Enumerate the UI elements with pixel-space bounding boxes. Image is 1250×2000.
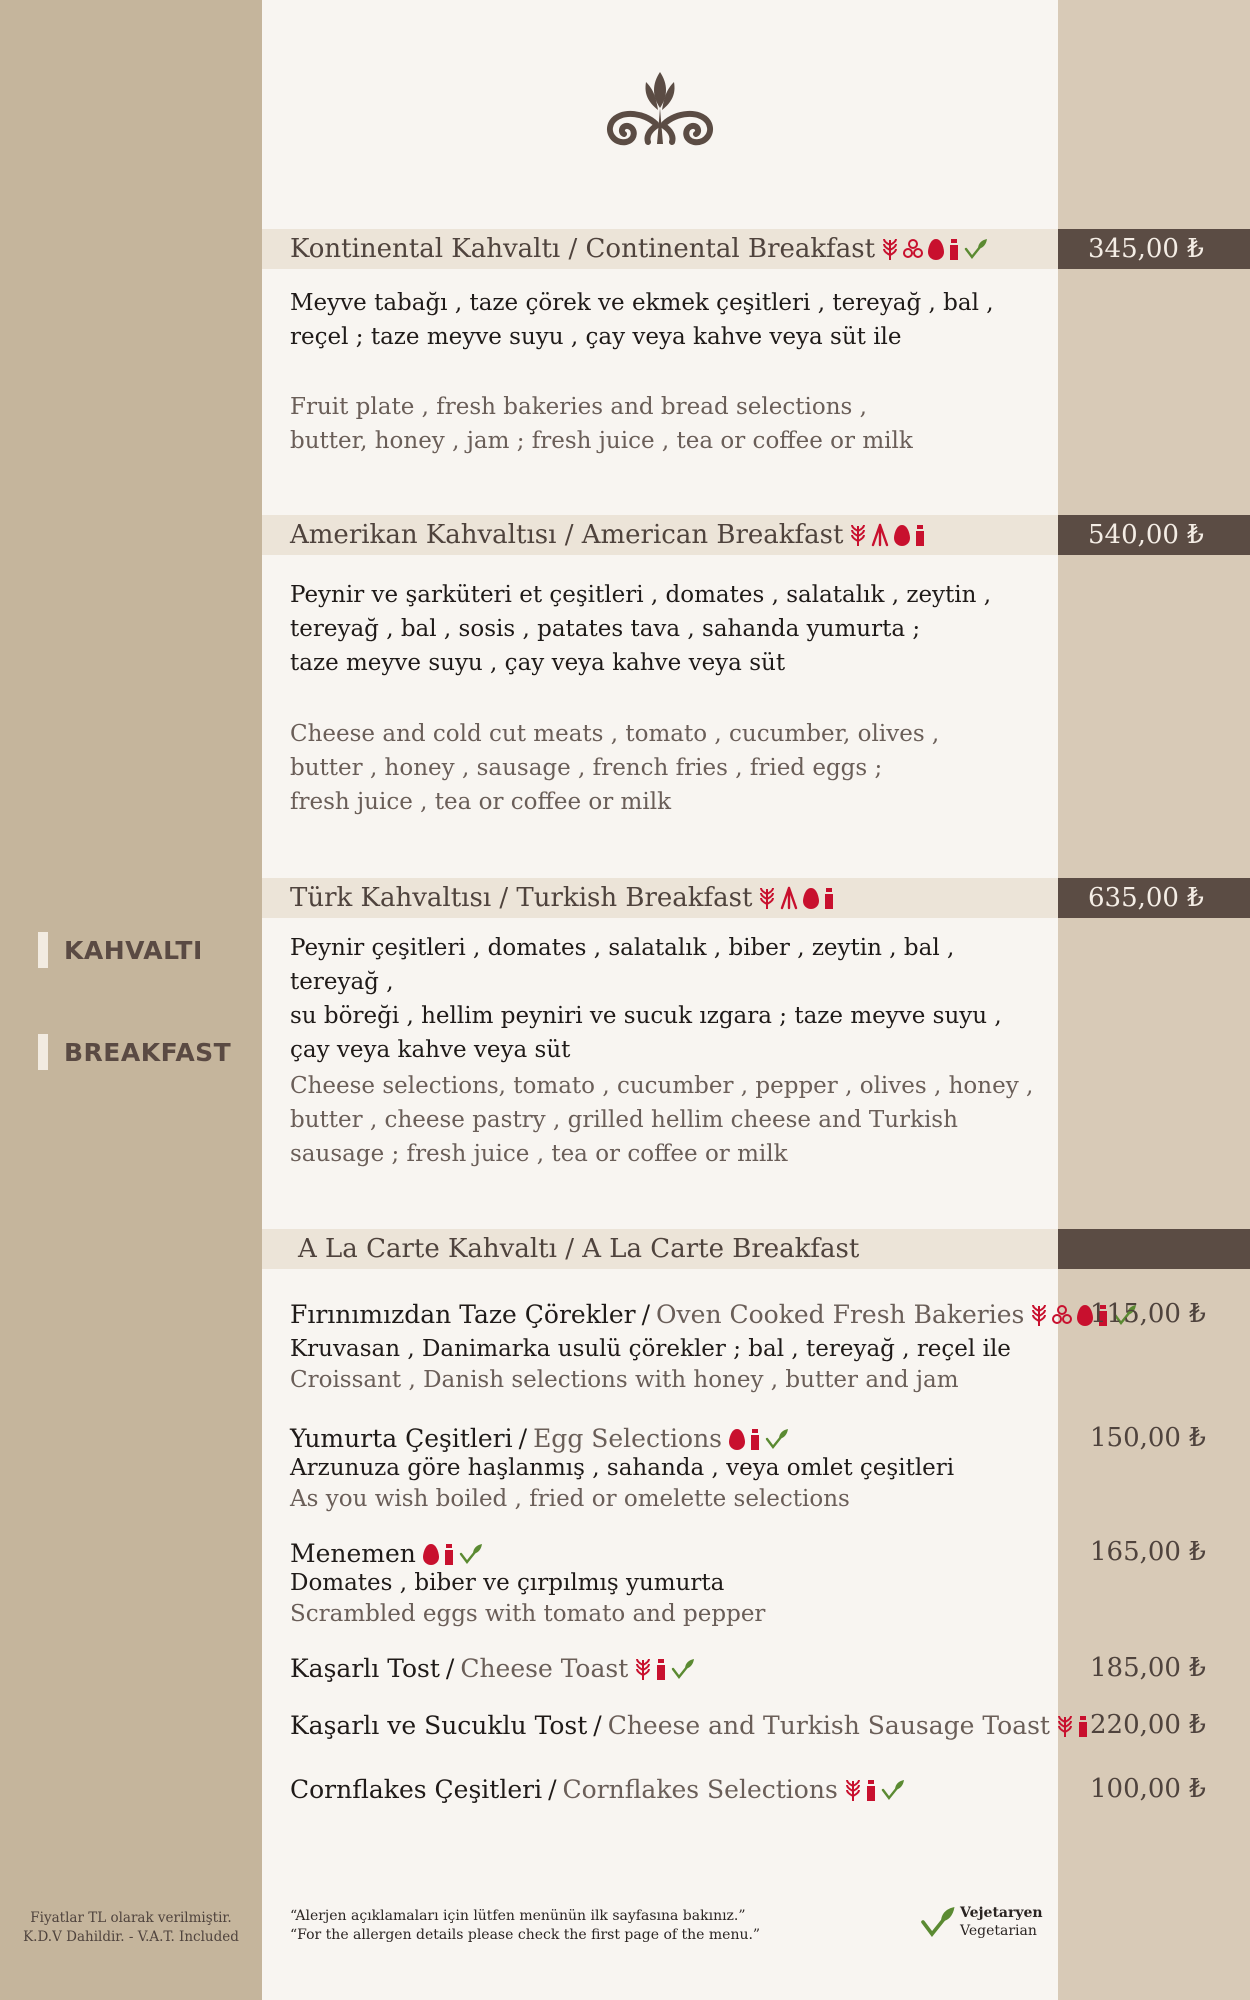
milk-icon [823, 886, 835, 910]
allergen-note-en: “For the allergen details please check the first page of the menu.” [290, 1927, 761, 1943]
gluten-icon [1030, 1303, 1048, 1327]
gluten-icon [634, 1657, 652, 1681]
allergen-icons [634, 1657, 696, 1681]
allergen-icons [1056, 1714, 1089, 1738]
allergen-icons [849, 523, 926, 547]
milk-icon [865, 1778, 877, 1802]
item-cornflakes: Cornflakes Çeşitleri / Cornflakes Selections [290, 1775, 906, 1804]
gluten-icon [1056, 1714, 1074, 1738]
desc-line: sausage ; fresh juice , tea or coffee or milk [290, 1141, 788, 1167]
desc-line: butter, honey , jam ; fresh juice , tea or coffee or milk [290, 428, 913, 454]
vegetarian-label-en: Vegetarian [960, 1923, 1037, 1939]
milk-icon [443, 1542, 455, 1566]
desc-line: tereyağ , bal , sosis , patates tava , sahanda yumurta ; [290, 616, 921, 642]
milk-icon [948, 237, 960, 261]
celery-icon [870, 523, 890, 547]
item-price: 165,00 ₺ [1090, 1537, 1206, 1567]
vegetarian-icon [764, 1427, 790, 1451]
item-price: 115,00 ₺ [1090, 1299, 1206, 1329]
category-label-text: BREAKFAST [64, 1037, 232, 1067]
desc-line: su böreği , hellim peyniri ve sucuk ızgara ; taze meyve suyu , [290, 1003, 1002, 1029]
allergen-note-tr: “Alerjen açıklamaları için lütfen menünün ilk sayfasına bakınız.” [290, 1908, 746, 1924]
item-name-tr: Cornflakes Çeşitleri [290, 1775, 543, 1804]
vegetarian-icon [920, 1904, 956, 1940]
milk-icon [1077, 1714, 1089, 1738]
price-note-vat: K.D.V Dahildir. - V.A.T. Included [23, 1929, 239, 1945]
item-name-en: Egg Selections [533, 1424, 723, 1453]
item-cheese-toast: Kaşarlı Tost / Cheese Toast [290, 1654, 696, 1683]
allergen-icons [422, 1542, 484, 1566]
desc-line: fresh juice , tea or coffee or milk [290, 789, 672, 815]
item-name-tr: Menemen [290, 1539, 416, 1568]
milk-icon [655, 1657, 667, 1681]
nuts-icon [1051, 1304, 1073, 1326]
item-menemen [290, 1539, 484, 1568]
price-turkish: 635,00 ₺ [1058, 878, 1250, 918]
desc-line: Cheese and cold cut meats , tomato , cucumber, olives , [290, 721, 940, 747]
desc-line: Meyve tabağı , taze çörek ve ekmek çeşitleri , tereyağ , bal , [290, 290, 994, 316]
item-price: 185,00 ₺ [1090, 1653, 1206, 1683]
section-title-turkish [290, 878, 835, 918]
nuts-icon [902, 238, 924, 260]
item-name-en: Cheese and Turkish Sausage Toast [607, 1711, 1050, 1740]
section-title-alacarte [298, 1229, 859, 1269]
section-title-continental [290, 229, 989, 269]
allergen-icons [728, 1427, 790, 1451]
egg-icon [927, 237, 945, 261]
desc-line: reçel ; taze meyve suyu , çay veya kahve veya süt ile [290, 324, 902, 350]
item-sausage-toast: Kaşarlı ve Sucuklu Tost / Cheese and Turkish Sausage Toast [290, 1711, 1089, 1740]
item-name-en: Oven Cooked Fresh Bakeries [656, 1300, 1025, 1329]
desc-line: Cheese selections, tomato , cucumber , pepper , olives , honey , [290, 1073, 1034, 1099]
item-price: 150,00 ₺ [1090, 1423, 1206, 1453]
item-desc-tr: Arzunuza göre haşlanmış , sahanda , veya omlet çeşitleri [290, 1455, 955, 1481]
desc-line: çay veya kahve veya süt [290, 1037, 571, 1063]
description-tr [290, 578, 1050, 680]
vegetarian-legend [920, 1904, 1043, 1940]
milk-icon [914, 523, 926, 547]
item-price: 100,00 ₺ [1090, 1774, 1206, 1804]
gluten-icon [881, 237, 899, 261]
item-name-en: Cornflakes Selections [562, 1775, 838, 1804]
vegetarian-icon [670, 1657, 696, 1681]
item-desc-en: Croissant , Danish selections with honey , butter and jam [290, 1367, 959, 1393]
desc-line: taze meyve suyu , çay veya kahve veya süt [290, 650, 786, 676]
description-en [290, 390, 1050, 458]
gluten-icon [849, 523, 867, 547]
description-tr [290, 931, 1050, 1067]
label-bar [38, 932, 48, 968]
egg-icon [728, 1427, 746, 1451]
desc-line: butter , cheese pastry , grilled hellim cheese and Turkish [290, 1107, 958, 1133]
vegetarian-icon [458, 1542, 484, 1566]
allergen-icons [758, 886, 835, 910]
section-title-american [290, 515, 926, 555]
price-american: 540,00 ₺ [1058, 515, 1250, 555]
item-desc-en: As you wish boiled , fried or omelette selections [290, 1486, 850, 1512]
section-title-text: A La Carte Kahvaltı / A La Carte Breakfast [298, 1234, 860, 1264]
left-sidebar [0, 0, 262, 2000]
item-name-tr: Fırınımızdan Taze Çörekler [290, 1300, 636, 1329]
vegetarian-label-tr: Vejetaryen [960, 1905, 1043, 1921]
egg-icon [422, 1542, 440, 1566]
price-band-empty [1058, 1229, 1250, 1269]
item-desc-en: Scrambled eggs with tomato and pepper [290, 1601, 766, 1627]
item-price: 220,00 ₺ [1090, 1710, 1206, 1740]
item-name-tr: Yumurta Çeşitleri [290, 1424, 513, 1453]
category-label-text: KAHVALTI [64, 935, 203, 965]
item-desc-tr: Kruvasan , Danimarka usulü çörekler ; bal , tereyağ , reçel ile [290, 1336, 1011, 1362]
section-title-text: Kontinental Kahvaltı / Continental Breakfast [290, 234, 876, 264]
gluten-icon [758, 886, 776, 910]
section-title-text: Amerikan Kahvaltısı / American Breakfast [290, 520, 844, 550]
egg-icon [893, 523, 911, 547]
gluten-icon [844, 1778, 862, 1802]
desc-line: butter , honey , sausage , french fries , fried eggs ; [290, 755, 883, 781]
item-fresh-bakeries: Fırınımızdan Taze Çörekler / Oven Cooked Fresh Bakeries [290, 1300, 1138, 1329]
egg-icon [802, 886, 820, 910]
price-note-tr: Fiyatlar TL olarak verilmiştir. [30, 1910, 232, 1926]
price-column [1058, 0, 1250, 2000]
vegetarian-icon [880, 1778, 906, 1802]
description-en [290, 1069, 1050, 1171]
desc-line: Peynir ve şarküteri et çeşitleri , domates , salatalık , zeytin , [290, 582, 992, 608]
allergen-note [290, 1907, 760, 1945]
desc-line: Peynir çeşitleri , domates , salatalık , biber , zeytin , bal , tereyağ , [290, 935, 955, 995]
vegetarian-icon [963, 237, 989, 261]
restaurant-logo-icon [600, 64, 720, 154]
category-label-en [38, 1034, 231, 1070]
item-egg-selections: Yumurta Çeşitleri / Egg Selections [290, 1424, 790, 1453]
celery-icon [779, 886, 799, 910]
item-name-en: Cheese Toast [460, 1654, 629, 1683]
allergen-icons [844, 1778, 906, 1802]
item-desc-tr: Domates , biber ve çırpılmış yumurta [290, 1570, 725, 1596]
milk-icon [749, 1427, 761, 1451]
price-continental: 345,00 ₺ [1058, 229, 1250, 269]
section-title-text: Türk Kahvaltısı / Turkish Breakfast [290, 883, 753, 913]
category-label-tr [38, 932, 203, 968]
description-tr [290, 286, 1050, 354]
item-name-tr: Kaşarlı ve Sucuklu Tost [290, 1711, 588, 1740]
allergen-icons [881, 237, 989, 261]
desc-line: Fruit plate , fresh bakeries and bread selections , [290, 394, 867, 420]
item-name-tr: Kaşarlı Tost [290, 1654, 440, 1683]
description-en [290, 717, 1050, 819]
price-note [0, 1909, 262, 1947]
label-bar [38, 1034, 48, 1070]
